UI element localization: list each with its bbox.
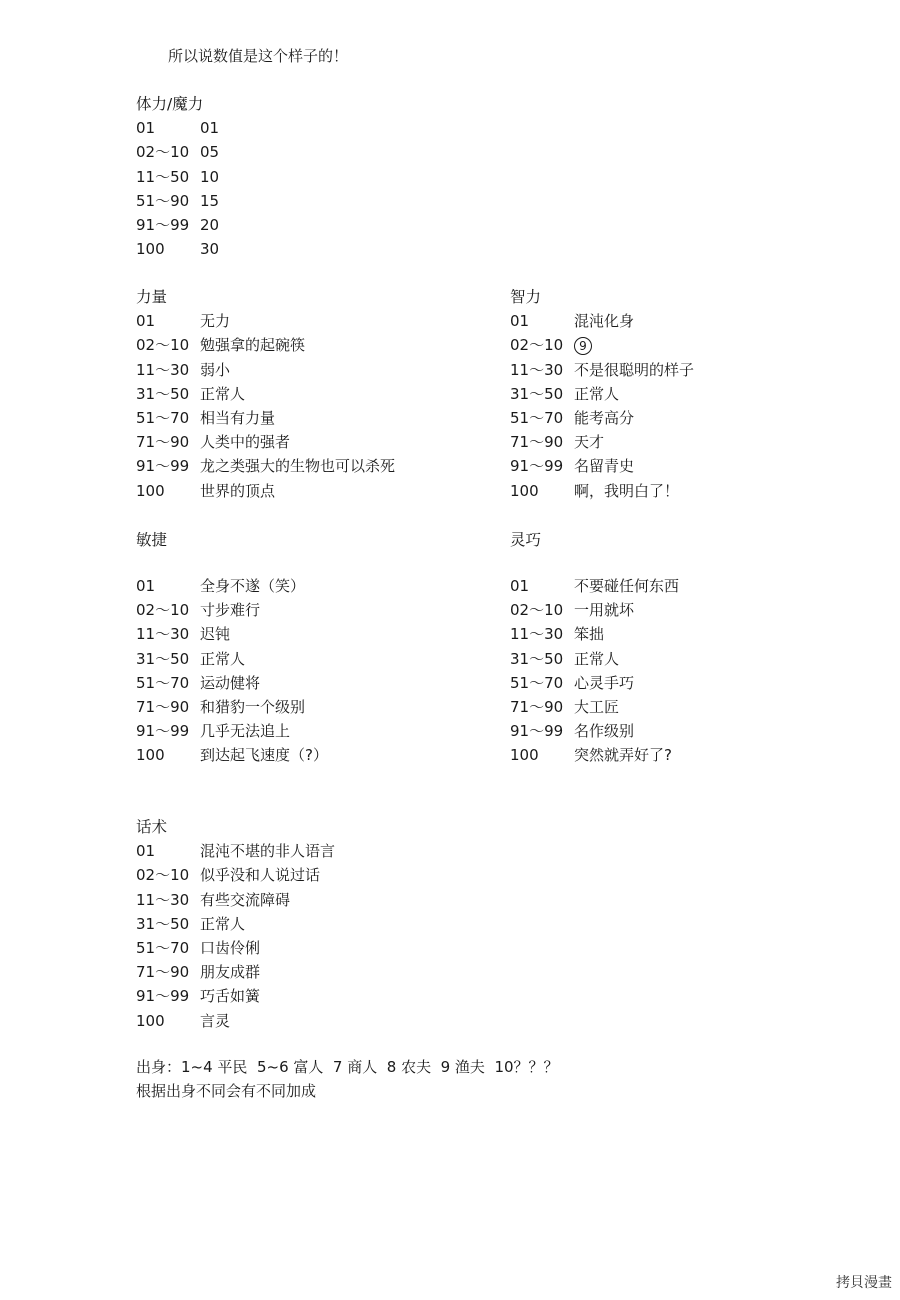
description: 不要碰任何东西	[574, 577, 680, 595]
range: 100	[136, 481, 165, 500]
value: 15	[200, 191, 220, 210]
agility-title: 敏捷	[136, 531, 168, 549]
speech-row	[136, 986, 506, 1010]
range: 11～30	[136, 890, 190, 909]
intelligence-section	[510, 287, 880, 505]
range: 71～90	[136, 697, 190, 716]
description: 寸步难行	[200, 601, 261, 620]
hp-mp-title: 体力/魔力	[136, 95, 204, 113]
description: 勉强拿的起碗筷	[200, 336, 306, 355]
range: 01	[136, 119, 156, 138]
speech-row	[136, 890, 506, 914]
dexterity-row	[510, 745, 880, 769]
description: 似乎没和人说过话	[200, 866, 321, 885]
origin-note: 根据出身不同会有不同加成	[136, 1082, 317, 1100]
value: 30	[200, 240, 220, 259]
range: 01	[136, 312, 156, 331]
description: 正常人	[574, 649, 620, 668]
description	[574, 335, 592, 355]
intelligence-row	[510, 384, 880, 408]
range: 91～99	[136, 722, 190, 741]
agility-row	[136, 576, 506, 600]
agility-section	[136, 576, 506, 770]
description: 全身不遂（笑）	[200, 577, 306, 595]
dexterity-row	[510, 697, 880, 721]
range: 100	[136, 1011, 165, 1030]
range: 31～50	[136, 649, 190, 668]
range: 71～90	[136, 963, 190, 982]
range: 91～99	[136, 457, 190, 476]
range: 02～10	[510, 336, 564, 355]
description: 正常人	[200, 914, 246, 933]
speech-row	[136, 841, 506, 865]
range: 31～50	[510, 384, 564, 403]
description: 到达起飞速度（?）	[200, 746, 328, 765]
dexterity-row	[510, 721, 880, 745]
description: 混沌化身	[574, 312, 635, 331]
speech-row	[136, 865, 506, 889]
range: 100	[136, 240, 165, 259]
description: 一用就坏	[574, 601, 635, 620]
range: 31～50	[136, 384, 190, 403]
speech-row	[136, 914, 506, 938]
range: 71～90	[136, 433, 190, 452]
hp-mp-row	[136, 215, 506, 239]
description: 名作级别	[574, 722, 635, 741]
description: 笨拙	[574, 625, 605, 644]
dexterity-section	[510, 576, 880, 770]
range: 11～30	[510, 360, 564, 379]
intelligence-row	[510, 481, 880, 505]
hp-mp-row	[136, 142, 506, 166]
range: 91～99	[510, 722, 564, 741]
dexterity-row	[510, 600, 880, 624]
description: 和猎豹一个级别	[200, 697, 306, 716]
hp-mp-section	[136, 94, 506, 263]
agility-row	[136, 624, 506, 648]
strength-row	[136, 311, 506, 335]
description: 朋友成群	[200, 963, 261, 982]
range: 51～70	[510, 673, 564, 692]
intro-text: 所以说数值是这个样子的！	[168, 47, 349, 65]
range: 11～50	[136, 167, 190, 186]
strength-row	[136, 384, 506, 408]
agility-row	[136, 745, 506, 769]
description: 能考高分	[574, 408, 635, 427]
range: 11～30	[510, 625, 564, 644]
range: 01	[510, 577, 530, 595]
range: 71～90	[510, 697, 564, 716]
intelligence-row	[510, 432, 880, 456]
description: 几乎无法追上	[200, 722, 291, 741]
range: 51～70	[136, 938, 190, 957]
intelligence-row	[510, 456, 880, 480]
speech-title: 话术	[136, 818, 168, 836]
origin-line: 出身：1~4 平民 5~6 富人 7 商人 8 农夫 9 渔夫 10？？？	[136, 1058, 559, 1076]
agility-row	[136, 697, 506, 721]
hp-mp-row	[136, 118, 506, 142]
strength-row	[136, 408, 506, 432]
intelligence-row	[510, 335, 880, 359]
agility-row	[136, 600, 506, 624]
agility-row	[136, 649, 506, 673]
range: 91～99	[136, 987, 190, 1006]
strength-row	[136, 481, 506, 505]
intelligence-row	[510, 408, 880, 432]
range: 51～70	[510, 408, 564, 427]
description: 运动健将	[200, 673, 261, 692]
range: 02～10	[136, 143, 190, 162]
intelligence-row	[510, 311, 880, 335]
range: 100	[510, 481, 539, 500]
hp-mp-row	[136, 167, 506, 191]
description: 啊，我明白了！	[574, 481, 680, 500]
speech-row	[136, 962, 506, 986]
description: 天才	[574, 433, 605, 452]
speech-section	[136, 817, 506, 1035]
range: 51～70	[136, 408, 190, 427]
description: 正常人	[574, 384, 620, 403]
range: 01	[136, 842, 156, 861]
range: 31～50	[510, 649, 564, 668]
description: 人类中的强者	[200, 433, 291, 452]
description: 名留青史	[574, 457, 635, 476]
hp-mp-row	[136, 191, 506, 215]
intelligence-title: 智力	[510, 288, 542, 306]
range: 11～30	[136, 625, 190, 644]
range: 11～30	[136, 360, 190, 379]
range: 51～90	[136, 191, 190, 210]
description: 相当有力量	[200, 408, 276, 427]
range: 01	[510, 312, 530, 331]
range: 02～10	[510, 601, 564, 620]
description: 世界的顶点	[200, 481, 276, 500]
speech-row	[136, 1011, 506, 1035]
intelligence-row	[510, 360, 880, 384]
description: 混沌不堪的非人语言	[200, 842, 336, 861]
circled-number: 9	[574, 337, 592, 355]
description: 正常人	[200, 649, 246, 668]
dexterity-row	[510, 649, 880, 673]
range: 02～10	[136, 866, 190, 885]
description: 突然就弄好了?	[574, 746, 672, 765]
range: 51～70	[136, 673, 190, 692]
description: 正常人	[200, 384, 246, 403]
range: 100	[510, 746, 539, 765]
range: 100	[136, 746, 165, 765]
speech-row	[136, 938, 506, 962]
strength-row	[136, 360, 506, 384]
description: 弱小	[200, 360, 231, 379]
strength-row	[136, 335, 506, 359]
agility-row	[136, 673, 506, 697]
description: 迟钝	[200, 625, 231, 644]
strength-title: 力量	[136, 288, 168, 306]
dexterity-title: 灵巧	[510, 531, 542, 549]
description: 大工匠	[574, 697, 620, 716]
description: 言灵	[200, 1011, 231, 1030]
value: 01	[200, 119, 220, 138]
description: 巧舌如簧	[200, 987, 261, 1006]
strength-section	[136, 287, 506, 505]
value: 05	[200, 143, 220, 162]
description: 无力	[200, 312, 231, 331]
strength-row	[136, 456, 506, 480]
dexterity-row	[510, 673, 880, 697]
dexterity-row	[510, 576, 880, 600]
range: 91～99	[510, 457, 564, 476]
description: 心灵手巧	[574, 673, 635, 692]
description: 龙之类强大的生物也可以杀死	[200, 457, 396, 476]
range: 91～99	[136, 215, 190, 234]
hp-mp-row	[136, 239, 506, 263]
range: 31～50	[136, 914, 190, 933]
watermark-logo: 拷貝漫畫	[836, 1275, 892, 1291]
range: 02～10	[136, 601, 190, 620]
value: 20	[200, 215, 220, 234]
description: 口齿伶俐	[200, 938, 261, 957]
agility-row	[136, 721, 506, 745]
range: 02～10	[136, 336, 190, 355]
value: 10	[200, 167, 220, 186]
range: 01	[136, 577, 156, 595]
description: 不是很聪明的样子	[574, 360, 695, 379]
strength-row	[136, 432, 506, 456]
description: 有些交流障碍	[200, 890, 291, 909]
dexterity-row	[510, 624, 880, 648]
range: 71～90	[510, 433, 564, 452]
